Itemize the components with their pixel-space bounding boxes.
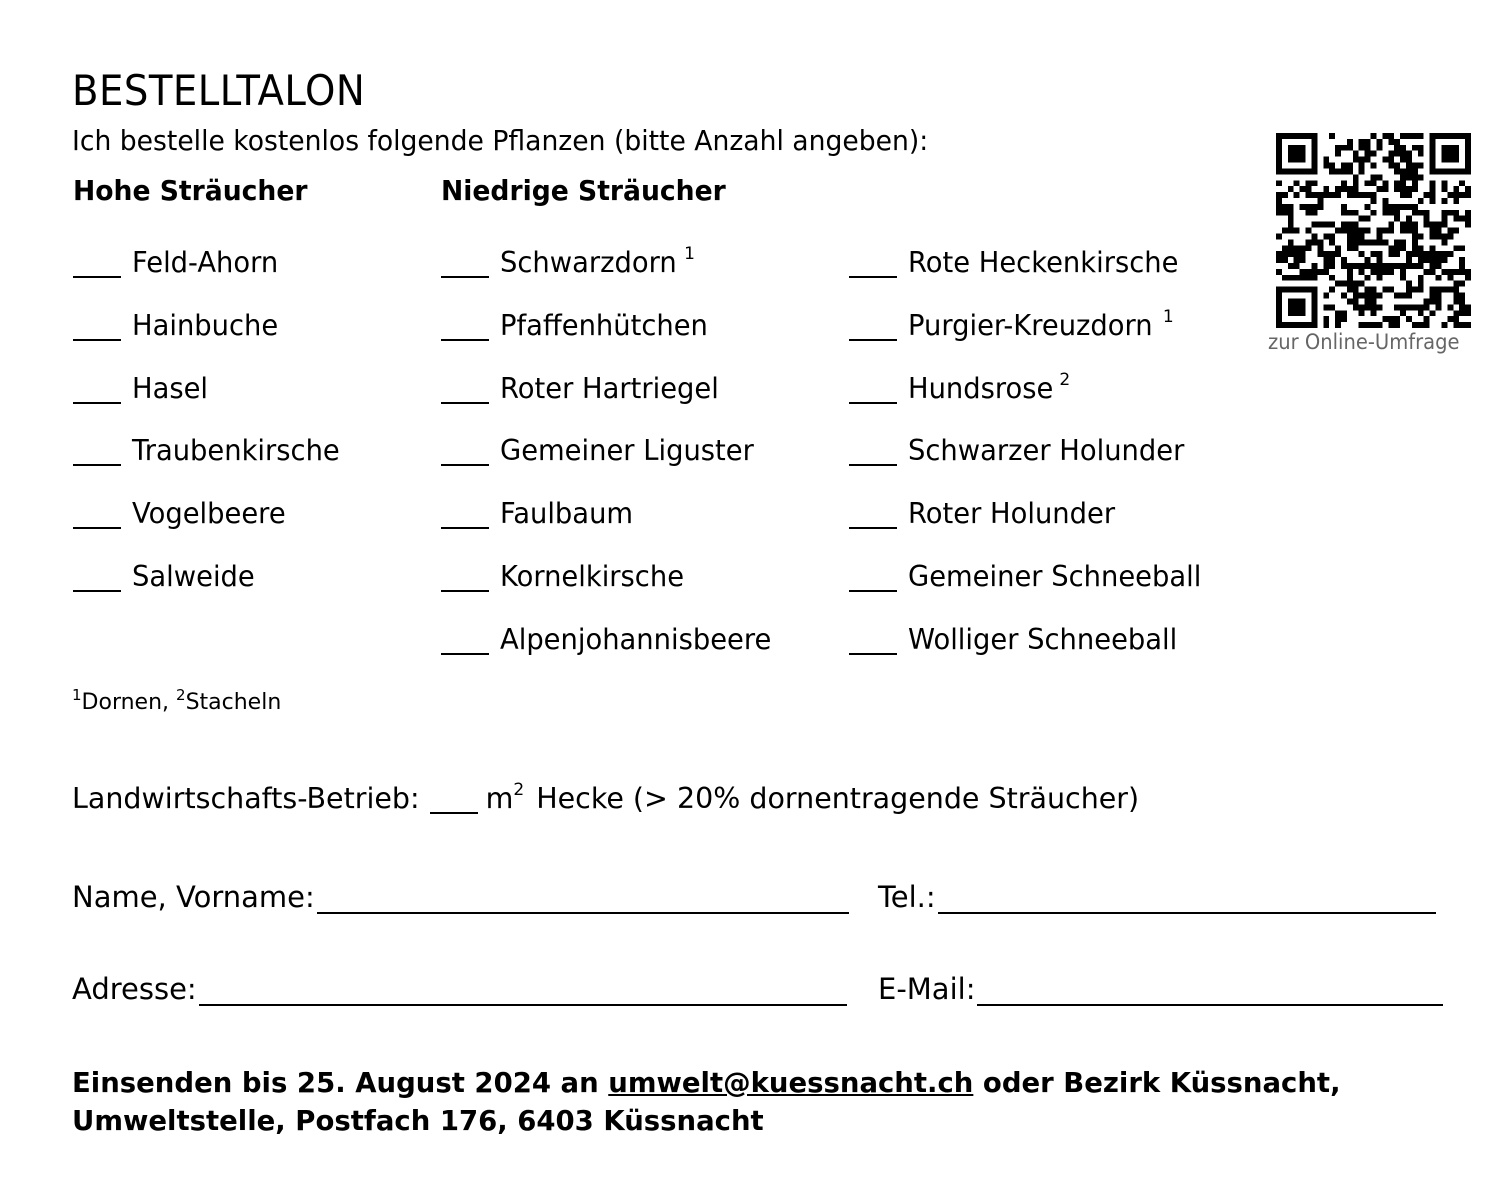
quantity-input[interactable] (441, 497, 489, 529)
quantity-input[interactable] (849, 309, 897, 341)
quantity-input[interactable] (849, 497, 897, 529)
plant-name: Hainbuche (132, 308, 279, 342)
plant-item (73, 309, 348, 372)
plant-item (73, 246, 348, 309)
farm-line (72, 782, 1139, 815)
quantity-input[interactable] (849, 246, 897, 278)
quantity-input[interactable] (73, 560, 121, 592)
email-field (878, 972, 1443, 1006)
plant-item (441, 309, 783, 372)
quantity-input[interactable] (441, 623, 489, 655)
qr-caption: zur Online-Umfrage (1268, 330, 1460, 354)
quantity-input[interactable] (73, 434, 121, 466)
plant-name: Purgier-Kreuzdorn (908, 308, 1153, 342)
footnote-text-1: Dornen, (81, 690, 177, 715)
quantity-input[interactable] (441, 246, 489, 278)
quantity-input[interactable] (849, 560, 897, 592)
footnote-mark-1: 1 (72, 686, 82, 704)
plant-name: Faulbaum (500, 497, 634, 531)
plant-item (441, 372, 783, 435)
plant-name: Alpenjohannisbeere (500, 622, 772, 656)
quantity-input[interactable] (441, 560, 489, 592)
hedge-area-input[interactable] (430, 782, 478, 814)
plant-name: Kornelkirsche (500, 559, 685, 593)
plant-item (441, 497, 783, 560)
plant-item (849, 434, 1214, 497)
address-label: Adresse: (72, 972, 197, 1006)
plant-item (849, 497, 1214, 560)
plant-item (73, 372, 348, 435)
quantity-input[interactable] (73, 497, 121, 529)
quantity-input[interactable] (441, 309, 489, 341)
farm-unit-sup: 2 (513, 780, 525, 800)
plant-name: Roter Holunder (908, 497, 1116, 531)
quantity-input[interactable] (849, 434, 897, 466)
farm-rest: Hecke (> 20% dornentragende Sträucher) (536, 782, 1140, 815)
plant-name: Feld-Ahorn (132, 246, 279, 279)
heading-low-shrubs: Niedrige Sträucher (441, 174, 726, 207)
plant-name: Salweide (132, 559, 255, 593)
plant-name: Vogelbeere (132, 497, 286, 531)
farm-label: Landwirtschafts-Betrieb: (72, 782, 420, 815)
plant-item (849, 623, 1214, 686)
quantity-input[interactable] (441, 372, 489, 404)
page-title: BESTELLTALON (72, 66, 366, 115)
quantity-input[interactable] (849, 623, 897, 655)
address-input[interactable] (199, 972, 847, 1006)
plant-name: Gemeiner Schneeball (908, 559, 1202, 593)
footnote-mark-2: 2 (176, 686, 186, 704)
email-input[interactable] (977, 972, 1443, 1006)
plant-name: Wolliger Schneeball (908, 622, 1178, 656)
tall-shrubs-list (73, 246, 348, 623)
plant-item (441, 246, 783, 309)
quantity-input[interactable] (849, 372, 897, 404)
plant-footnote-mark: 1 (1162, 306, 1174, 327)
plant-name: Hasel (132, 371, 209, 405)
name-input[interactable] (317, 880, 849, 914)
heading-tall-shrubs: Hohe Sträucher (73, 174, 308, 207)
plant-name: Roter Hartriegel (500, 371, 719, 405)
submit-instructions (72, 1064, 1452, 1140)
qr-code-icon[interactable] (1276, 133, 1471, 328)
plant-name: Pfaffenhütchen (500, 308, 708, 342)
submit-text-after: oder Bezirk Küssnacht, Umweltstelle, Postfach 176, 6403 Küssnacht (72, 1067, 1341, 1137)
footnote (72, 686, 282, 715)
email-label: E-Mail: (878, 972, 976, 1006)
plant-item (441, 623, 783, 686)
intro-text: Ich bestelle kostenlos folgende Pflanzen (bitte Anzahl angeben): (72, 124, 929, 157)
phone-field (878, 880, 1436, 914)
plant-item (73, 560, 348, 623)
name-label: Name, Vorname: (72, 880, 315, 914)
quantity-input[interactable] (73, 372, 121, 404)
plant-item (73, 434, 348, 497)
quantity-input[interactable] (73, 309, 121, 341)
quantity-input[interactable] (73, 246, 121, 278)
phone-label: Tel.: (878, 880, 936, 914)
plant-name: Rote Heckenkirsche (908, 246, 1179, 279)
plant-item (73, 497, 348, 560)
address-field (72, 972, 847, 1006)
plant-name: Traubenkirsche (132, 434, 340, 468)
plant-name: Schwarzer Holunder (908, 434, 1185, 468)
footnote-text-2: Stacheln (185, 690, 282, 715)
plant-item (441, 560, 783, 623)
plant-item (849, 369, 1214, 435)
name-field (72, 880, 849, 914)
phone-input[interactable] (938, 880, 1436, 914)
low-shrubs-list-1 (441, 246, 783, 686)
plant-item (441, 434, 783, 497)
plant-name: Hundsrose (908, 371, 1054, 405)
submit-email-link[interactable]: umwelt@kuessnacht.ch (608, 1067, 974, 1099)
plant-item (849, 306, 1214, 372)
plant-footnote-mark: 2 (1059, 369, 1071, 390)
plant-item (849, 246, 1214, 309)
plant-name: Schwarzdorn (500, 246, 677, 279)
farm-unit: m (485, 782, 514, 815)
low-shrubs-list-2 (849, 246, 1214, 686)
quantity-input[interactable] (441, 434, 489, 466)
plant-item (849, 560, 1214, 623)
plant-name: Gemeiner Liguster (500, 434, 754, 468)
submit-text-before: Einsenden bis 25. August 2024 an (72, 1067, 609, 1099)
plant-footnote-mark: 1 (684, 244, 695, 264)
